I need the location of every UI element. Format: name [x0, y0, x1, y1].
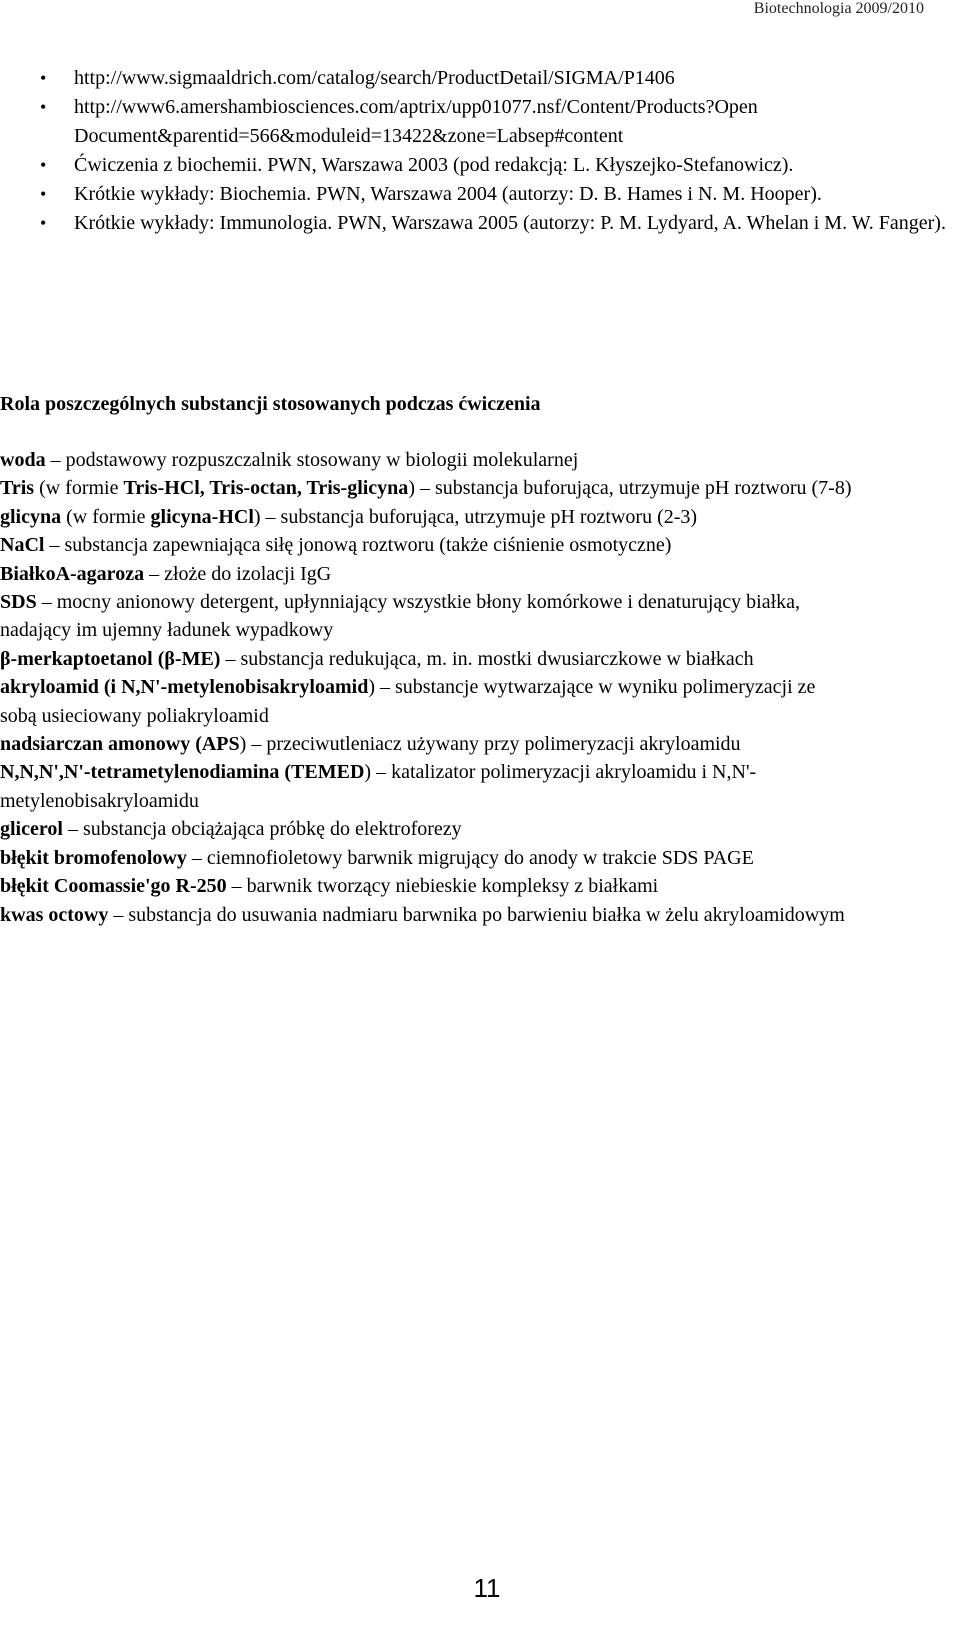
substance-entry [0, 901, 852, 929]
substance-term: glicerol [0, 818, 63, 841]
reference-item [40, 64, 960, 93]
substance-term: woda [0, 449, 46, 471]
bullet-icon: • [40, 155, 47, 175]
substance-entry [0, 446, 852, 474]
substance-term: kwas octowy [0, 903, 109, 926]
substance-entry [0, 645, 852, 673]
substance-description: ) – substancja buforująca, utrzymuje pH roztworu (2-3) [253, 505, 698, 528]
substance-description: – mocny anionowy detergent, upłynniający wszystkie błony komórkowe i denaturujący białka, nadający im ujemny ładunek wypadkowy [0, 591, 801, 642]
substance-description: ) – przeciwutleniacz używany przy polimeryzacji akryloamidu [239, 733, 741, 756]
substance-entry [0, 815, 852, 843]
reference-link-sigma[interactable]: http://www.sigmaaldrich.com/catalog/search/ProductDetail/SIGMA/P1406 [74, 67, 675, 89]
substance-term: NaCl [0, 534, 45, 557]
substance-list [0, 446, 852, 929]
substance-description: – substancja do usuwania nadmiaru barwnika po barwieniu białka w żelu akryloamidowym [108, 903, 845, 926]
substance-entry [0, 844, 852, 872]
bullet-icon: • [40, 184, 47, 204]
section-heading: Rola poszczególnych substancji stosowanych podczas ćwiczenia [0, 393, 541, 415]
substance-entry [0, 531, 852, 559]
reference-item [40, 151, 960, 180]
substance-description: – substancja obciążająca próbkę do elektroforezy [62, 818, 462, 841]
substance-term: β-merkaptoetanol (β-ME) [0, 647, 221, 670]
substance-term: akryloamid (i N,N'-metylenobisakryloamid [0, 676, 369, 699]
substance-description: ) – substancja buforująca, utrzymuje pH roztworu (7-8) [408, 477, 852, 500]
substance-entry [0, 503, 852, 531]
substance-term-forms: glicyna-HCl [150, 505, 254, 528]
substance-term: SDS [0, 591, 37, 614]
substance-form-prefix: (w formie [34, 477, 124, 500]
substance-entry [0, 474, 852, 502]
substance-term: błękit Coomassie'go R-250 [0, 875, 227, 898]
reference-link-amersham[interactable]: http://www6.amershambiosciences.com/aptrix/upp01077.nsf/Content/Products?Open Document&parentid=566&moduleid=13422&zone=Labsep#content [74, 96, 758, 147]
substance-entry [0, 560, 852, 588]
substance-term: Tris [0, 477, 35, 500]
bullet-icon: • [40, 97, 47, 117]
substance-term: glicyna [0, 505, 62, 528]
substance-term: nadsiarczan amonowy (APS [0, 733, 240, 756]
reference-item [40, 209, 960, 238]
substance-description: – substancja redukująca, m. in. mostki dwusiarczkowe w białkach [220, 647, 754, 670]
reference-text: Krótkie wykłady: Biochemia. PWN, Warszawa 2004 (autorzy: D. B. Hames i N. M. Hooper). [74, 183, 822, 205]
bullet-icon: • [40, 68, 47, 88]
substance-entry [0, 673, 852, 730]
substance-entry [0, 588, 852, 645]
reference-text: Krótkie wykłady: Immunologia. PWN, Warszawa 2005 (autorzy: P. M. Lydyard, A. Whelan i M. W. Fanger). [74, 212, 946, 234]
reference-item [40, 93, 960, 151]
reference-text: Ćwiczenia z biochemii. PWN, Warszawa 2003 (pod redakcją: L. Kłyszejko-Stefanowicz). [74, 154, 794, 176]
substance-entry [0, 758, 852, 815]
reference-item [40, 180, 960, 209]
running-header: Biotechnologia 2009/2010 [753, 0, 924, 17]
substance-description: – ciemnofioletowy barwnik migrujący do anody w trakcie SDS PAGE [186, 846, 754, 869]
substance-description: – substancja zapewniająca siłę jonową roztworu (także ciśnienie osmotyczne) [44, 534, 672, 557]
substance-description: – barwnik tworzący niebieskie kompleksy z białkami [226, 875, 659, 898]
substance-term-forms: Tris-HCl, Tris-octan, Tris-glicyna [123, 477, 409, 500]
substance-term: N,N,N',N'-tetrametylenodiamina (TEMED [0, 761, 365, 784]
substance-entry [0, 872, 852, 900]
substance-form-prefix: (w formie [61, 505, 151, 528]
substance-description: ) – katalizator polimeryzacji akryloamidu i N,N'-metylenobisakryloamidu [0, 761, 757, 812]
substance-description: – podstawowy rozpuszczalnik stosowany w biologii molekularnej [45, 449, 579, 471]
substance-term: BiałkoA-agaroza [0, 562, 145, 585]
substance-entry [0, 730, 852, 758]
substance-description: ) – substancje wytwarzające w wyniku polimeryzacji ze sobą usieciowany poliakryloamid [0, 676, 816, 727]
bullet-icon: • [40, 213, 47, 233]
reference-list [18, 64, 960, 238]
substance-description: – złoże do izolacji IgG [144, 562, 332, 585]
substance-term: błękit bromofenolowy [0, 846, 187, 869]
page-number: 11 [473, 1573, 501, 1603]
